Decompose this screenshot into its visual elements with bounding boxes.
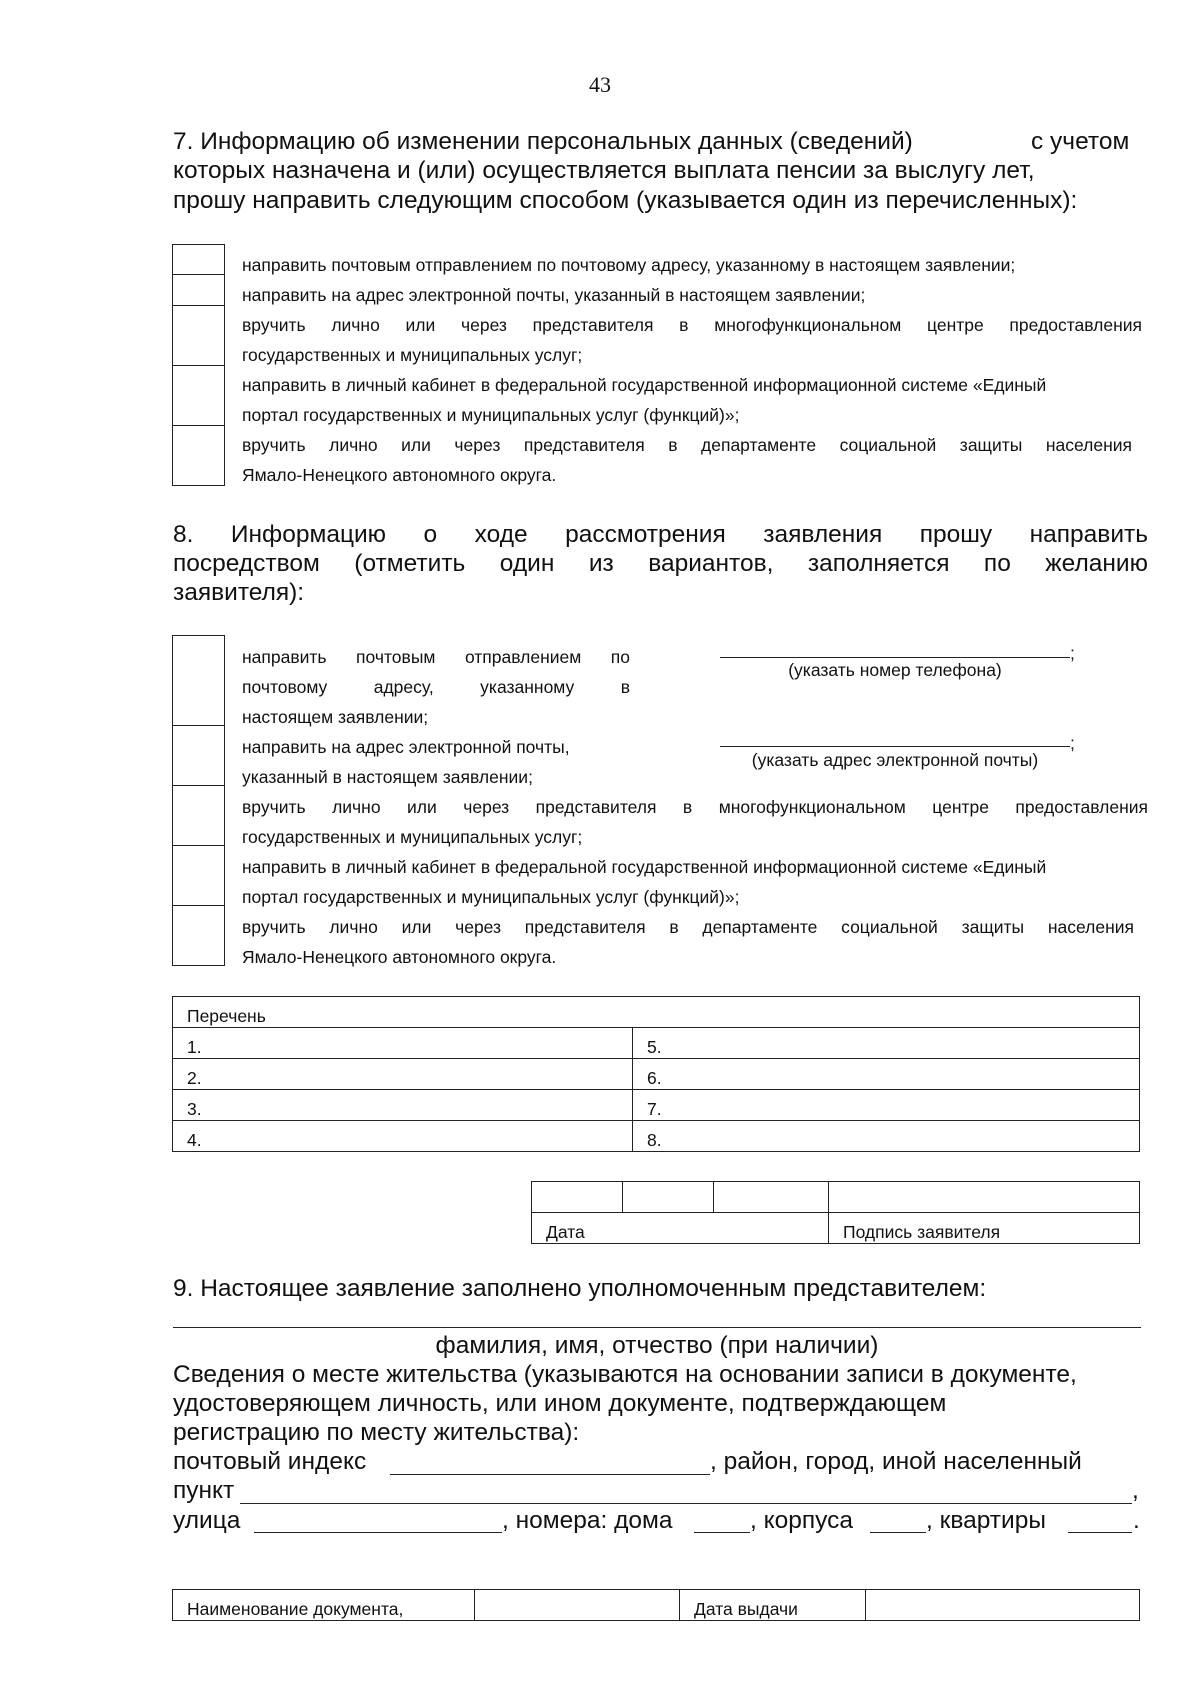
- signature-label: Подпись заявителя: [829, 1213, 1140, 1244]
- phone-hint: (указать номер телефона): [788, 660, 1002, 680]
- issue-date-field[interactable]: [866, 1590, 1140, 1621]
- list-item-1[interactable]: 1.: [173, 1028, 633, 1059]
- s7-option-department-line-2: Ямало-Ненецкого автономного округа.: [242, 465, 557, 485]
- s8-option-mfc-line-1: вручить лично или через представителя в многофункциональном центре предоставления: [242, 797, 1148, 817]
- list-item-8[interactable]: 8.: [633, 1121, 1140, 1152]
- street-field[interactable]: [254, 1532, 502, 1533]
- s7-option-mfc-line-1: вручить лично или через представителя в многофункциональном центре предоставления: [242, 315, 1142, 335]
- section-7-line-1b: с учетом: [1031, 128, 1130, 155]
- s7-option-post: направить почтовым отправлением по почтовому адресу, указанному в настоящем заявлении;: [242, 255, 1016, 275]
- s7-checkbox-post[interactable]: [172, 244, 225, 275]
- section-7-line-1a: 7. Информацию об изменении персональных данных (сведений): [173, 128, 913, 155]
- house-label: , номера: дома: [502, 1507, 673, 1534]
- date-month-cell[interactable]: [623, 1182, 714, 1213]
- section-8-line-3: заявителя):: [173, 579, 305, 606]
- date-year-cell[interactable]: [714, 1182, 829, 1213]
- korpus-label: , корпуса: [750, 1507, 853, 1534]
- documents-list-table: [172, 996, 1140, 1152]
- list-table-header: Перечень: [173, 997, 1140, 1028]
- s8-option-department-line-1: вручить лично или через представителя в департаменте социальной защиты населения: [242, 917, 1134, 937]
- street-label: улица: [173, 1507, 241, 1534]
- fio-line[interactable]: [173, 1327, 1141, 1328]
- identity-document-table: [172, 1589, 1140, 1621]
- district-label: , район, город, иной населенный: [710, 1448, 1082, 1475]
- signature-cell[interactable]: [829, 1182, 1140, 1213]
- s8-checkbox-mfc[interactable]: [172, 785, 225, 846]
- issue-date-label: Дата выдачи: [680, 1590, 866, 1621]
- s7-option-email: направить на адрес электронной почты, указанный в настоящем заявлении;: [242, 285, 866, 305]
- postcode-field[interactable]: [390, 1474, 710, 1475]
- section-7-line-3: прошу направить следующим способом (указывается один из перечисленных):: [173, 187, 1078, 214]
- section-7-line-2: которых назначена и (или) осуществляется выплата пенсии за выслугу лет,: [173, 157, 1035, 184]
- s8-option-post-line-2: почтовому адресу, указанному в: [242, 677, 630, 697]
- punkt-label: пункт: [173, 1477, 235, 1504]
- s7-checkbox-mfc[interactable]: [172, 305, 225, 366]
- fio-hint: фамилия, имя, отчество (при наличии): [435, 1332, 879, 1359]
- residence-line-3: регистрацию по месту жительства):: [173, 1419, 580, 1446]
- s8-checkbox-email[interactable]: [172, 725, 225, 786]
- list-item-2[interactable]: 2.: [173, 1059, 633, 1090]
- s8-option-post-line-1: направить почтовым отправлением по: [242, 647, 630, 667]
- s7-option-portal-line-1: направить в личный кабинет в федеральной государственной информационной системе «Единый: [242, 375, 1047, 395]
- punkt-comma: ,: [1132, 1477, 1139, 1504]
- s8-option-email-line-2: указанный в настоящем заявлении;: [242, 767, 533, 787]
- s8-option-mfc-line-2: государственных и муниципальных услуг;: [242, 827, 583, 847]
- korpus-field[interactable]: [870, 1532, 926, 1533]
- s7-checkbox-portal[interactable]: [172, 365, 225, 426]
- s8-checkbox-portal[interactable]: [172, 845, 225, 906]
- flat-field[interactable]: [1068, 1532, 1132, 1533]
- list-item-5[interactable]: 5.: [633, 1028, 1140, 1059]
- section-8-line-2: посредством (отметить один из вариантов, заполняется по желанию: [173, 550, 1148, 577]
- date-day-cell[interactable]: [532, 1182, 623, 1213]
- s7-option-mfc-line-2: государственных и муниципальных услуг;: [242, 345, 583, 365]
- house-field[interactable]: [694, 1532, 750, 1533]
- residence-line-2: удостоверяющем личность, или ином документе, подтверждающем: [173, 1390, 947, 1417]
- s7-checkbox-department[interactable]: [172, 425, 225, 486]
- section-8-line-1: 8. Информацию о ходе рассмотрения заявления прошу направить: [173, 521, 1148, 548]
- street-row-dot: .: [1133, 1507, 1140, 1534]
- s7-option-portal-line-2: портал государственных и муниципальных услуг (функций)»;: [242, 405, 740, 425]
- flat-label: , квартиры: [926, 1507, 1046, 1534]
- s8-option-portal-line-2: портал государственных и муниципальных услуг (функций)»;: [242, 887, 740, 907]
- date-signature-table: [531, 1181, 1140, 1244]
- s8-option-post-line-3: настоящем заявлении;: [242, 707, 429, 727]
- date-label: Дата: [532, 1213, 829, 1244]
- postcode-label: почтовый индекс: [173, 1448, 367, 1475]
- document-name-field[interactable]: [475, 1590, 680, 1621]
- section-9-title: 9. Настоящее заявление заполнено уполномоченным представителем:: [173, 1275, 987, 1302]
- punkt-field[interactable]: [240, 1503, 1132, 1504]
- s7-option-department-line-1: вручить лично или через представителя в департаменте социальной защиты населения: [242, 435, 1132, 455]
- s8-option-department-line-2: Ямало-Ненецкого автономного округа.: [242, 947, 557, 967]
- list-item-4[interactable]: 4.: [173, 1121, 633, 1152]
- s7-checkbox-email[interactable]: [172, 274, 225, 306]
- s8-checkbox-department[interactable]: [172, 905, 225, 966]
- phone-semicolon: ;: [1070, 643, 1075, 663]
- s8-option-email-line-1: направить на адрес электронной почты,: [242, 737, 570, 757]
- s8-checkbox-post[interactable]: [172, 635, 225, 726]
- list-item-7[interactable]: 7.: [633, 1090, 1140, 1121]
- s8-option-portal-line-1: направить в личный кабинет в федеральной государственной информационной системе «Единый: [242, 857, 1047, 877]
- list-item-3[interactable]: 3.: [173, 1090, 633, 1121]
- page-number: 43: [589, 72, 611, 97]
- residence-line-1: Сведения о месте жительства (указываются на основании записи в документе,: [173, 1361, 1077, 1388]
- document-name-label: Наименование документа,: [173, 1590, 475, 1621]
- email-hint: (указать адрес электронной почты): [751, 750, 1039, 770]
- email-semicolon: ;: [1070, 733, 1075, 753]
- list-item-6[interactable]: 6.: [633, 1059, 1140, 1090]
